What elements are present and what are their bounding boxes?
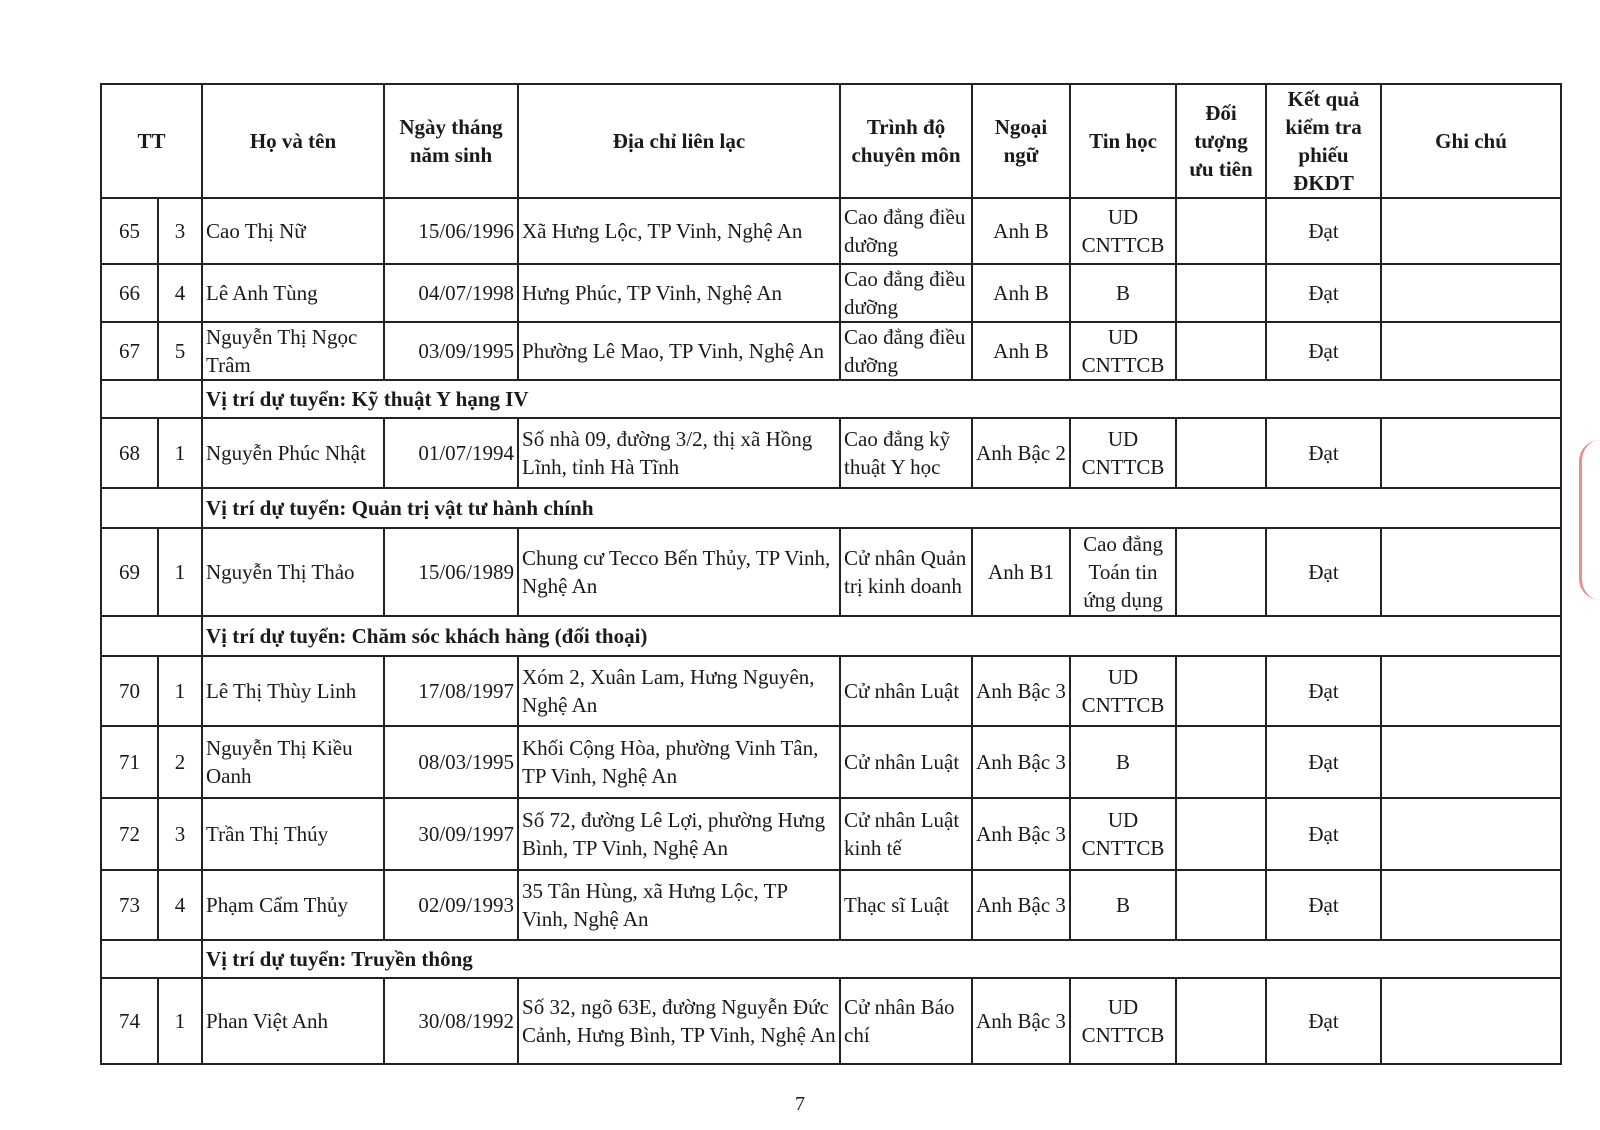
section-label: Vị trí dự tuyển: Quản trị vật tư hành chính: [202, 488, 1561, 528]
cell-name: Phan Việt Anh: [202, 978, 384, 1064]
cell-name: Nguyễn Phúc Nhật: [202, 418, 384, 488]
cell-sub-index: 5: [158, 322, 202, 380]
section-spacer: [101, 380, 202, 418]
cell-name: Nguyễn Thị Thảo: [202, 528, 384, 616]
cell-tt: 70: [101, 656, 158, 726]
cell-language: Anh Bậc 3: [972, 870, 1070, 940]
cell-it: Cao đẳng Toán tin ứng dụng: [1070, 528, 1176, 616]
cell-sub-index: 1: [158, 418, 202, 488]
cell-language: Anh B1: [972, 528, 1070, 616]
page-number: 7: [795, 1093, 805, 1115]
cell-language: Anh Bậc 2: [972, 418, 1070, 488]
cell-tt: 68: [101, 418, 158, 488]
cell-result: Đạt: [1266, 418, 1381, 488]
cell-language: Anh Bậc 3: [972, 978, 1070, 1064]
cell-address: Phường Lê Mao, TP Vinh, Nghệ An: [518, 322, 840, 380]
header-name: Họ và tên: [202, 84, 384, 198]
header-it: Tin học: [1070, 84, 1176, 198]
cell-address: Khối Cộng Hòa, phường Vinh Tân, TP Vinh, Nghệ An: [518, 726, 840, 798]
table-row: [101, 978, 1561, 1064]
cell-sub-index: 1: [158, 656, 202, 726]
cell-dob: 03/09/1995: [384, 322, 518, 380]
section-row: [101, 488, 1561, 528]
table-header-row: [101, 84, 1561, 198]
cell-it: B: [1070, 726, 1176, 798]
cell-note: [1381, 726, 1561, 798]
cell-result: Đạt: [1266, 198, 1381, 264]
cell-name: Cao Thị Nữ: [202, 198, 384, 264]
cell-it: B: [1070, 870, 1176, 940]
table-row: [101, 322, 1561, 380]
cell-it: B: [1070, 264, 1176, 322]
header-language: Ngoại ngữ: [972, 84, 1070, 198]
cell-result: Đạt: [1266, 798, 1381, 870]
cell-it: UD CNTTCB: [1070, 418, 1176, 488]
header-note: Ghi chú: [1381, 84, 1561, 198]
cell-language: Anh B: [972, 198, 1070, 264]
cell-result: Đạt: [1266, 978, 1381, 1064]
cell-language: Anh Bậc 3: [972, 656, 1070, 726]
cell-result: Đạt: [1266, 656, 1381, 726]
cell-name: Nguyễn Thị Kiều Oanh: [202, 726, 384, 798]
table-row: [101, 798, 1561, 870]
cell-address: Chung cư Tecco Bến Thủy, TP Vinh, Nghệ An: [518, 528, 840, 616]
cell-language: Anh B: [972, 322, 1070, 380]
cell-sub-index: 4: [158, 264, 202, 322]
cell-it: UD CNTTCB: [1070, 322, 1176, 380]
cell-priority: [1176, 198, 1266, 264]
cell-priority: [1176, 418, 1266, 488]
header-dob: Ngày tháng năm sinh: [384, 84, 518, 198]
cell-it: UD CNTTCB: [1070, 798, 1176, 870]
section-row: [101, 940, 1561, 978]
cell-tt: 74: [101, 978, 158, 1064]
candidate-table: [100, 83, 1562, 1065]
cell-result: Đạt: [1266, 264, 1381, 322]
cell-qualification: Cao đẳng kỹ thuật Y học: [840, 418, 972, 488]
cell-priority: [1176, 264, 1266, 322]
section-spacer: [101, 488, 202, 528]
section-label: Vị trí dự tuyển: Truyền thông: [202, 940, 1561, 978]
cell-qualification: Cử nhân Quản trị kinh doanh: [840, 528, 972, 616]
cell-address: 35 Tân Hùng, xã Hưng Lộc, TP Vinh, Nghệ An: [518, 870, 840, 940]
cell-priority: [1176, 978, 1266, 1064]
cell-priority: [1176, 726, 1266, 798]
cell-dob: 30/09/1997: [384, 798, 518, 870]
cell-language: Anh Bậc 3: [972, 798, 1070, 870]
cell-dob: 04/07/1998: [384, 264, 518, 322]
cell-tt: 69: [101, 528, 158, 616]
cell-result: Đạt: [1266, 322, 1381, 380]
table-row: [101, 418, 1561, 488]
cell-dob: 15/06/1996: [384, 198, 518, 264]
header-result: Kết quả kiểm tra phiếu ĐKDT: [1266, 84, 1381, 198]
cell-sub-index: 1: [158, 528, 202, 616]
cell-tt: 67: [101, 322, 158, 380]
cell-qualification: Cử nhân Luật: [840, 726, 972, 798]
cell-qualification: Cao đẳng điều dưỡng: [840, 198, 972, 264]
section-row: [101, 380, 1561, 418]
cell-name: Phạm Cẩm Thủy: [202, 870, 384, 940]
red-stamp-fragment: [1579, 440, 1600, 600]
cell-result: Đạt: [1266, 726, 1381, 798]
cell-qualification: Cao đẳng điều dưỡng: [840, 264, 972, 322]
cell-address: Hưng Phúc, TP Vinh, Nghệ An: [518, 264, 840, 322]
cell-priority: [1176, 322, 1266, 380]
section-label: Vị trí dự tuyển: Chăm sóc khách hàng (đối thoại): [202, 616, 1561, 656]
cell-qualification: Cử nhân Luật: [840, 656, 972, 726]
cell-qualification: Cử nhân Báo chí: [840, 978, 972, 1064]
header-qualification: Trình độ chuyên môn: [840, 84, 972, 198]
cell-note: [1381, 798, 1561, 870]
cell-name: Lê Anh Tùng: [202, 264, 384, 322]
cell-priority: [1176, 870, 1266, 940]
cell-result: Đạt: [1266, 870, 1381, 940]
cell-it: UD CNTTCB: [1070, 198, 1176, 264]
cell-note: [1381, 528, 1561, 616]
cell-language: Anh Bậc 3: [972, 726, 1070, 798]
cell-tt: 66: [101, 264, 158, 322]
cell-address: Số 72, đường Lê Lợi, phường Hưng Bình, TP Vinh, Nghệ An: [518, 798, 840, 870]
cell-tt: 72: [101, 798, 158, 870]
cell-name: Nguyễn Thị Ngọc Trâm: [202, 322, 384, 380]
cell-dob: 30/08/1992: [384, 978, 518, 1064]
cell-dob: 01/07/1994: [384, 418, 518, 488]
table-row: [101, 264, 1561, 322]
section-spacer: [101, 616, 202, 656]
cell-qualification: Cử nhân Luật kinh tế: [840, 798, 972, 870]
cell-priority: [1176, 656, 1266, 726]
cell-result: Đạt: [1266, 528, 1381, 616]
cell-priority: [1176, 798, 1266, 870]
cell-address: Xã Hưng Lộc, TP Vinh, Nghệ An: [518, 198, 840, 264]
cell-note: [1381, 322, 1561, 380]
cell-tt: 65: [101, 198, 158, 264]
cell-it: UD CNTTCB: [1070, 978, 1176, 1064]
section-row: [101, 616, 1561, 656]
cell-dob: 17/08/1997: [384, 656, 518, 726]
cell-address: Xóm 2, Xuân Lam, Hưng Nguyên, Nghệ An: [518, 656, 840, 726]
section-label: Vị trí dự tuyển: Kỹ thuật Y hạng IV: [202, 380, 1561, 418]
section-spacer: [101, 940, 202, 978]
header-tt: TT: [101, 84, 202, 198]
cell-sub-index: 3: [158, 798, 202, 870]
cell-sub-index: 3: [158, 198, 202, 264]
cell-name: Trần Thị Thúy: [202, 798, 384, 870]
table-row: [101, 726, 1561, 798]
table-row: [101, 656, 1561, 726]
cell-note: [1381, 418, 1561, 488]
cell-note: [1381, 978, 1561, 1064]
cell-sub-index: 2: [158, 726, 202, 798]
cell-tt: 71: [101, 726, 158, 798]
cell-note: [1381, 870, 1561, 940]
cell-tt: 73: [101, 870, 158, 940]
cell-name: Lê Thị Thùy Linh: [202, 656, 384, 726]
cell-qualification: Thạc sĩ Luật: [840, 870, 972, 940]
cell-sub-index: 1: [158, 978, 202, 1064]
header-address: Địa chỉ liên lạc: [518, 84, 840, 198]
cell-note: [1381, 656, 1561, 726]
cell-language: Anh B: [972, 264, 1070, 322]
cell-it: UD CNTTCB: [1070, 656, 1176, 726]
cell-address: Số 32, ngõ 63E, đường Nguyễn Đức Cảnh, Hưng Bình, TP Vinh, Nghệ An: [518, 978, 840, 1064]
cell-note: [1381, 264, 1561, 322]
cell-address: Số nhà 09, đường 3/2, thị xã Hồng Lĩnh, tỉnh Hà Tĩnh: [518, 418, 840, 488]
cell-priority: [1176, 528, 1266, 616]
header-priority: Đối tượng ưu tiên: [1176, 84, 1266, 198]
cell-dob: 08/03/1995: [384, 726, 518, 798]
table-row: [101, 198, 1561, 264]
cell-dob: 02/09/1993: [384, 870, 518, 940]
cell-qualification: Cao đẳng điều dưỡng: [840, 322, 972, 380]
table-row: [101, 528, 1561, 616]
table-row: [101, 870, 1561, 940]
cell-note: [1381, 198, 1561, 264]
cell-dob: 15/06/1989: [384, 528, 518, 616]
cell-sub-index: 4: [158, 870, 202, 940]
